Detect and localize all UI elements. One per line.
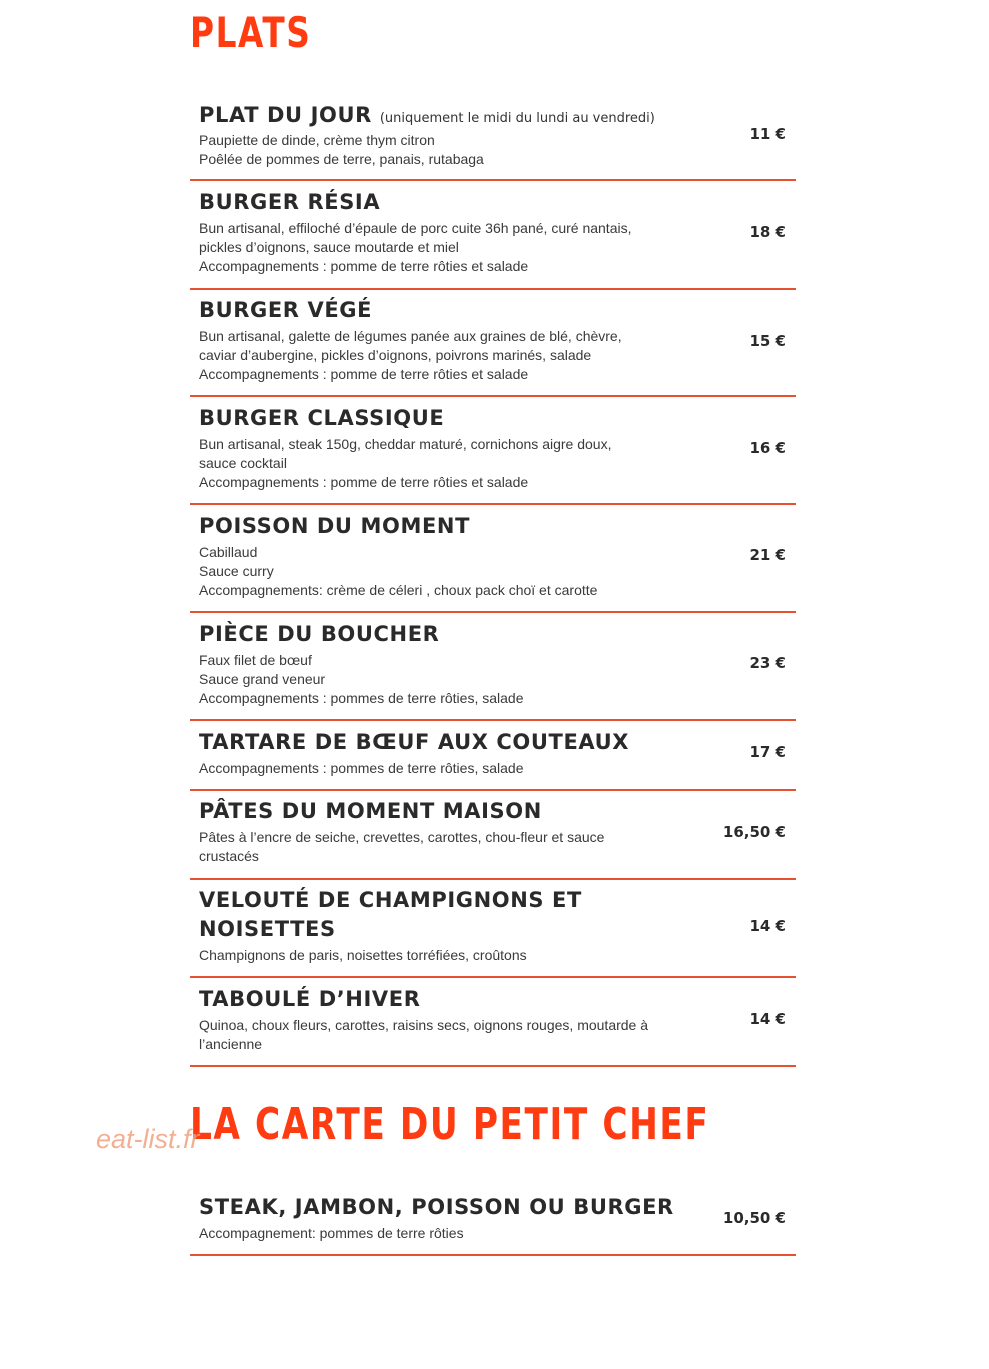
item-desc-line: Accompagnements: crème de céleri , choux pack choï et carotte xyxy=(199,582,598,598)
item-price: 18 € xyxy=(749,223,786,241)
item-desc-line: Bun artisanal, steak 150g, cheddar maturé, cornichons aigre doux, xyxy=(199,436,612,452)
menu-item-piece-du-boucher xyxy=(190,613,796,721)
menu-item-burger-vege xyxy=(190,290,796,397)
item-price: 14 € xyxy=(749,917,786,935)
menu-item-burger-resia xyxy=(190,181,796,290)
item-desc-line: Champignons de paris, noisettes torréfiées, croûtons xyxy=(199,947,527,963)
menu-item-pates-du-moment xyxy=(190,791,796,880)
item-desc-line: Accompagnement: pommes de terre rôties xyxy=(199,1225,464,1241)
item-price: 23 € xyxy=(749,654,786,672)
item-price: 14 € xyxy=(749,1010,786,1028)
item-desc-line: Accompagnements : pomme de terre rôties et salade xyxy=(199,366,529,382)
item-desc-line: Accompagnements : pomme de terre rôties et salade xyxy=(199,474,529,490)
menu-item-burger-classique xyxy=(190,397,796,505)
item-desc-line: Accompagnements : pommes de terre rôties, salade xyxy=(199,690,524,706)
item-name: PIÈCE DU BOUCHER xyxy=(199,622,440,646)
item-desc-line: Bun artisanal, effiloché d’épaule de porc cuite 36h pané, curé nantais, xyxy=(199,220,632,236)
item-desc-line: l’ancienne xyxy=(199,1036,263,1052)
item-desc-line: pickles d’oignons, sauce moutarde et miel xyxy=(199,239,459,255)
menu-item-taboule xyxy=(190,978,796,1067)
item-name-line-2: NOISETTES xyxy=(199,917,336,941)
item-price: 11 € xyxy=(749,125,786,143)
item-name: PÂTES DU MOMENT MAISON xyxy=(199,799,542,823)
item-desc-line: Paupiette de dinde, crème thym citron xyxy=(199,132,435,148)
item-desc-line: Quinoa, choux fleurs, carottes, raisins secs, oignons rouges, moutarde à xyxy=(199,1017,649,1033)
item-desc-line: Sauce grand veneur xyxy=(199,671,326,687)
item-desc-line: Accompagnements : pomme de terre rôties et salade xyxy=(199,258,529,274)
menu-item-tartare xyxy=(190,721,796,791)
item-desc-line: crustacés xyxy=(199,848,259,864)
menu-item-plat-du-jour xyxy=(190,98,796,181)
item-desc-line: Bun artisanal, galette de légumes panée aux graines de blé, chèvre, xyxy=(199,328,622,344)
item-name: TABOULÉ D’HIVER xyxy=(199,987,421,1011)
item-desc-line: Cabillaud xyxy=(199,544,258,560)
section-title-petit-chef: LA CARTE DU PETIT CHEF xyxy=(190,1099,710,1150)
item-desc-line: Sauce curry xyxy=(199,563,274,579)
item-desc-line: Poêlée de pommes de terre, panais, rutabaga xyxy=(199,151,484,167)
item-name: BURGER CLASSIQUE xyxy=(199,406,445,430)
item-name: TARTARE DE BŒUF AUX COUTEAUX xyxy=(199,730,630,754)
section-title-plats: PLATS xyxy=(190,8,312,57)
item-price: 15 € xyxy=(749,332,786,350)
item-desc-line: Faux filet de bœuf xyxy=(199,652,312,668)
item-desc-line: sauce cocktail xyxy=(199,455,287,471)
watermark: eat-list.fr xyxy=(96,1124,200,1154)
item-price: 17 € xyxy=(749,743,786,761)
item-name: VELOUTÉ DE CHAMPIGNONS ET xyxy=(199,888,582,912)
item-price: 16 € xyxy=(749,439,786,457)
item-name: STEAK, JAMBON, POISSON OU BURGER xyxy=(199,1195,674,1219)
item-desc-line: Pâtes à l’encre de seiche, crevettes, carottes, chou-fleur et sauce xyxy=(199,829,605,845)
item-note: (uniquement le midi du lundi au vendredi) xyxy=(379,111,655,126)
menu-item-veloute xyxy=(190,880,796,978)
item-name: BURGER VÉGÉ xyxy=(199,298,373,322)
item-name: BURGER RÉSIA xyxy=(199,190,381,214)
item-desc-line: Accompagnements : pommes de terre rôties, salade xyxy=(199,760,524,776)
item-name: POISSON DU MOMENT xyxy=(199,514,470,538)
item-desc-line: caviar d’aubergine, pickles d’oignons, poivrons marinés, salade xyxy=(199,347,592,363)
item-price: 21 € xyxy=(749,546,786,564)
item-price: 10,50 € xyxy=(722,1209,786,1227)
item-name: PLAT DU JOUR (uniquement le midi du lundi au vendredi) xyxy=(199,103,655,127)
menu-item-petit-chef xyxy=(190,1186,796,1256)
menu-item-poisson-du-moment xyxy=(190,505,796,613)
item-price: 16,50 € xyxy=(722,823,786,841)
